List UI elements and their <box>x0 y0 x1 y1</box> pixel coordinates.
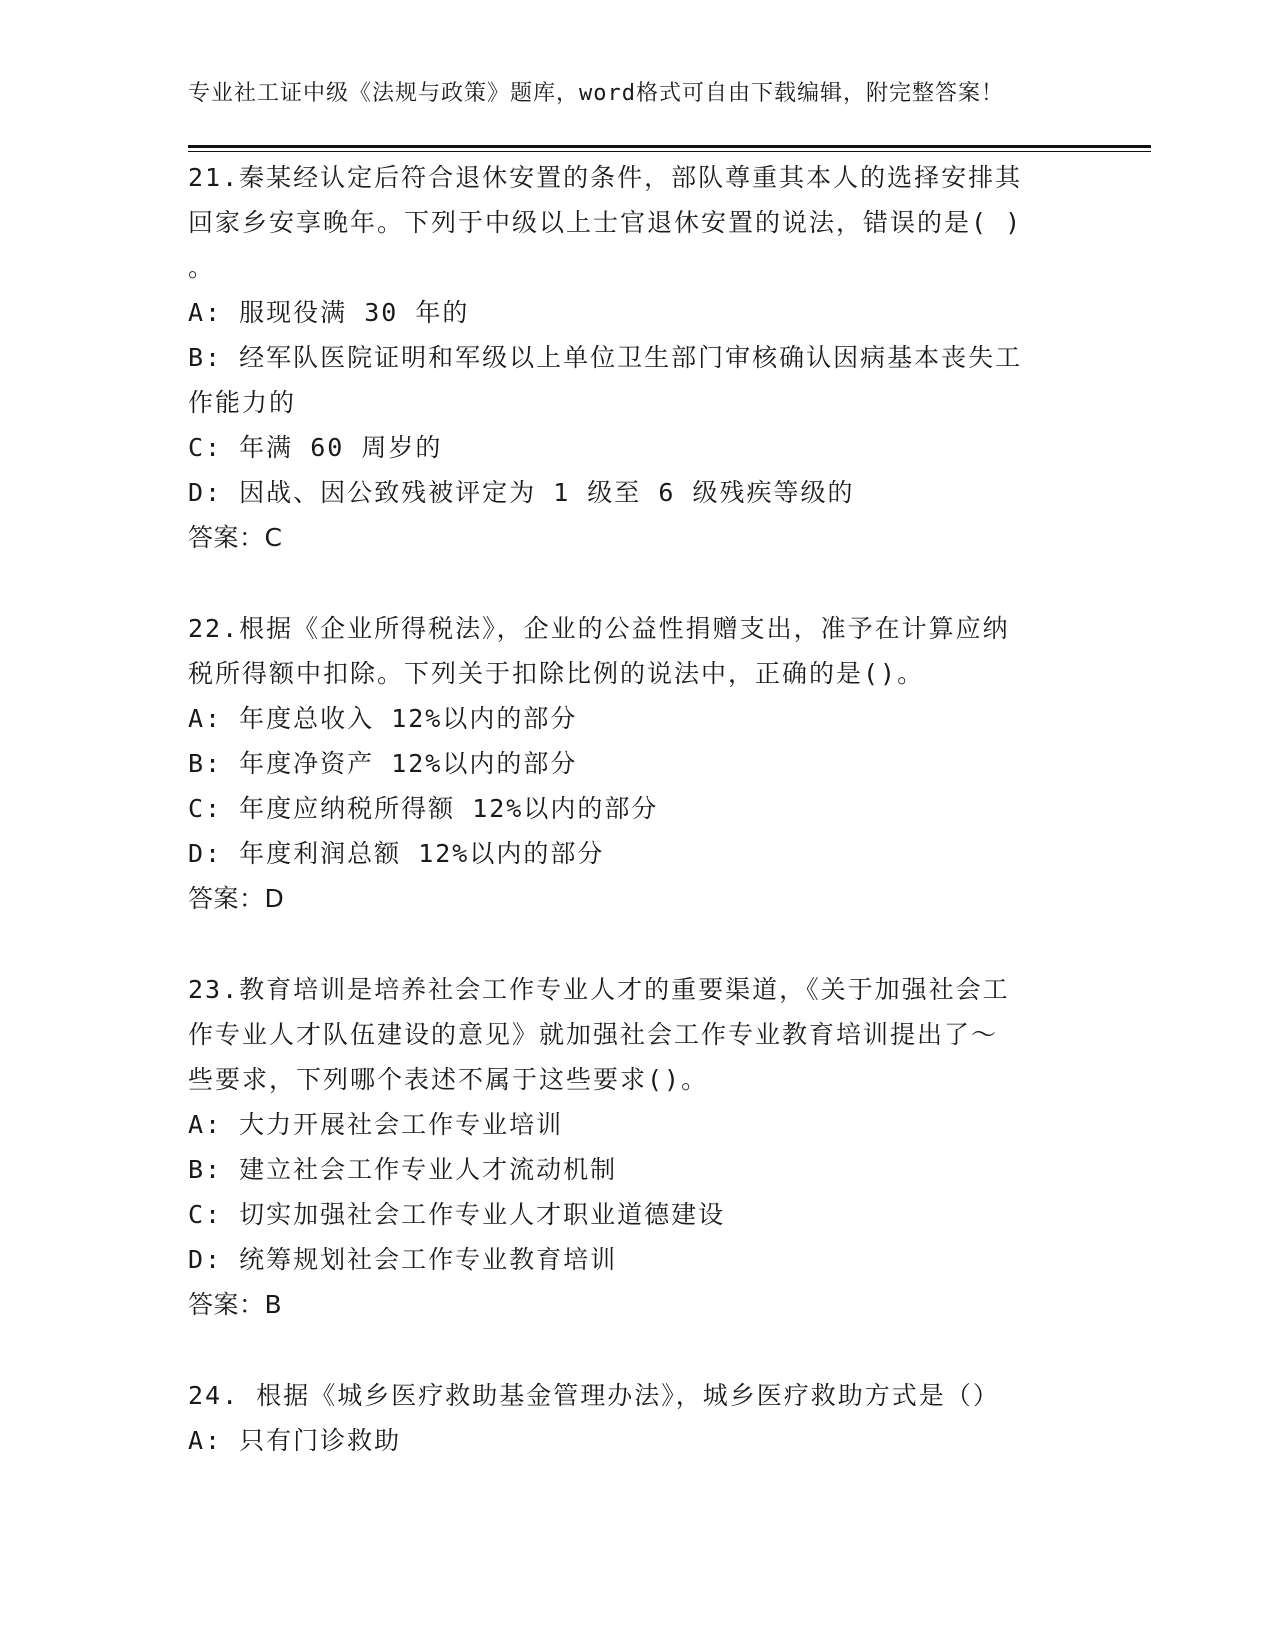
option-d: D: 统筹规划社会工作专业教育培训 <box>188 1245 618 1274</box>
question-text-line: 21.秦某经认定后符合退休安置的条件，部队尊重其本人的选择安排其 <box>188 163 1023 192</box>
option-a: A: 年度总收入 12%以内的部分 <box>188 704 578 733</box>
header-rule-thin <box>188 151 1151 152</box>
question-21 <box>188 155 1088 560</box>
answer-line: 答案：B <box>188 1290 283 1319</box>
question-text-line: 些要求，下列哪个表述不属于这些要求()。 <box>188 1065 709 1094</box>
question-text-line: 24. 根据《城乡医疗救助基金管理办法》，城乡医疗救助方式是（） <box>188 1381 1000 1410</box>
option-d: D: 年度利润总额 12%以内的部分 <box>188 839 605 868</box>
question-text-line: 回家乡安享晚年。下列于中级以上士官退休安置的说法，错误的是( ) <box>188 208 1023 237</box>
option-c: C: 年度应纳税所得额 12%以内的部分 <box>188 794 659 823</box>
header-rule-thick <box>188 145 1151 148</box>
question-text-line: 。 <box>188 253 216 282</box>
question-list <box>188 155 1088 1509</box>
question-22 <box>188 606 1088 921</box>
option-b: B: 年度净资产 12%以内的部分 <box>188 749 578 778</box>
answer-line: 答案：D <box>188 884 285 913</box>
question-23 <box>188 967 1088 1327</box>
answer-line: 答案：C <box>188 523 283 552</box>
question-text-line: 23.教育培训是培养社会工作专业人才的重要渠道，《关于加强社会工 <box>188 975 1010 1004</box>
option-a: A: 大力开展社会工作专业培训 <box>188 1110 564 1139</box>
option-a: A: 服现役满 30 年的 <box>188 298 470 327</box>
option-b: B: 建立社会工作专业人才流动机制 <box>188 1155 618 1184</box>
option-b-continued: 作能力的 <box>188 388 297 417</box>
option-b: B: 经军队医院证明和军级以上单位卫生部门审核确认因病基本丧失工 <box>188 343 1023 372</box>
option-a: A: 只有门诊救助 <box>188 1426 402 1455</box>
question-text-line: 作专业人才队伍建设的意见》就加强社会工作专业教育培训提出了～ <box>188 1020 999 1049</box>
question-text-line: 22.根据《企业所得税法》，企业的公益性捐赠支出，准予在计算应纳 <box>188 614 1010 643</box>
question-24 <box>188 1373 1088 1463</box>
option-d: D: 因战、因公致残被评定为 1 级至 6 级残疾等级的 <box>188 478 855 507</box>
option-c: C: 切实加强社会工作专业人才职业道德建设 <box>188 1200 726 1229</box>
page-header: 专业社工证中级《法规与政策》题库，word格式可自由下载编辑，附完整答案！ <box>188 81 1004 106</box>
option-c: C: 年满 60 周岁的 <box>188 433 443 462</box>
question-text-line: 税所得额中扣除。下列关于扣除比例的说法中，正确的是()。 <box>188 659 925 688</box>
